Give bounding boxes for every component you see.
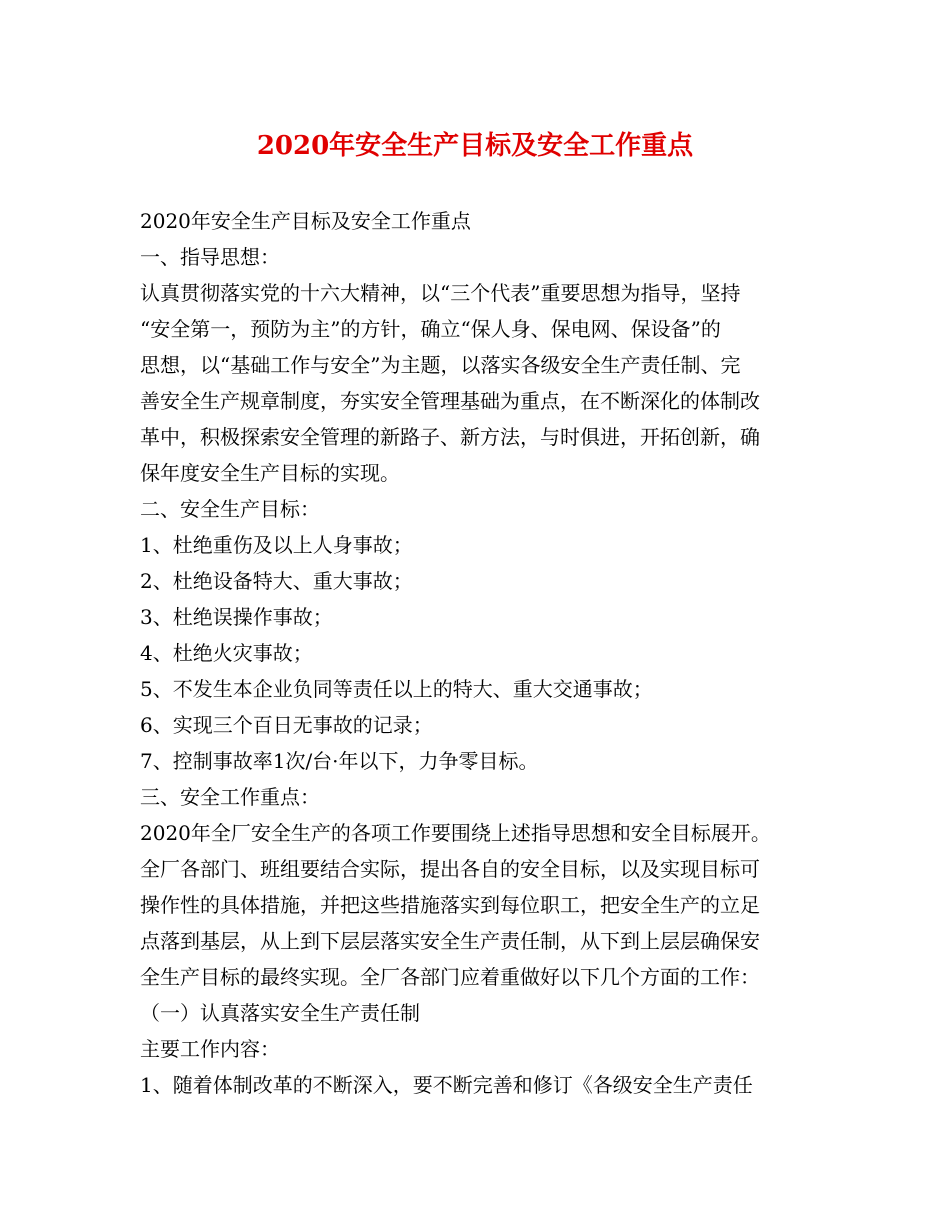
body-line: 点落到基层，从上到下层层落实安全生产责任制，从下到上层层确保安 [140, 929, 760, 953]
body-line: 认真贯彻落实党的十六大精神，以“三个代表”重要思想为指导，坚持 [140, 281, 741, 305]
list-item: 6、实现三个百日无事故的记录； [140, 713, 433, 737]
list-item: 4、杜绝火灾事故； [140, 641, 313, 665]
list-item: 1、杜绝重伤及以上人身事故； [140, 533, 413, 557]
body-line: 保年度安全生产目标的实现。 [140, 461, 400, 485]
body-line: 操作性的具体措施，并把这些措施落实到每位职工，把安全生产的立足 [140, 893, 760, 917]
list-item: 5、不发生本企业负同等责任以上的特大、重大交通事故； [140, 677, 653, 701]
document-body [140, 203, 820, 1103]
subsection-heading: （一）认真落实安全生产责任制 [140, 1001, 420, 1025]
list-item: 2、杜绝设备特大、重大事故； [140, 569, 413, 593]
body-line: 善安全生产规章制度，夯实安全管理基础为重点，在不断深化的体制改 [140, 389, 760, 413]
document-title: 2020年安全生产目标及安全工作重点 [256, 131, 694, 161]
section-heading: 一、指导思想： [140, 245, 280, 269]
body-line: 革中，积极探索安全管理的新路子、新方法，与时俱进，开拓创新，确 [140, 425, 760, 449]
body-line: 全生产目标的最终实现。全厂各部门应着重做好以下几个方面的工作： [140, 965, 760, 989]
section-heading: 二、安全生产目标： [140, 497, 320, 521]
section-heading: 三、安全工作重点： [140, 785, 320, 809]
list-item: 7、控制事故率1次/台·年以下，力争零目标。 [140, 749, 539, 773]
body-line: 全厂各部门、班组要结合实际，提出各自的安全目标，以及实现目标可 [140, 857, 760, 881]
body-line: 2020年安全生产目标及安全工作重点 [140, 209, 471, 233]
body-line: 主要工作内容： [140, 1037, 280, 1061]
list-item: 1、随着体制改革的不断深入，要不断完善和修订《各级安全生产责任 [140, 1073, 753, 1097]
body-line: 2020年全厂安全生产的各项工作要围绕上述指导思想和安全目标展开。 [140, 821, 771, 845]
list-item: 3、杜绝误操作事故； [140, 605, 333, 629]
body-line: 思想，以“基础工作与安全”为主题，以落实各级安全生产责任制、完 [140, 353, 741, 377]
body-line: “安全第一，预防为主”的方针，确立“保人身、保电网、保设备”的 [140, 317, 721, 341]
